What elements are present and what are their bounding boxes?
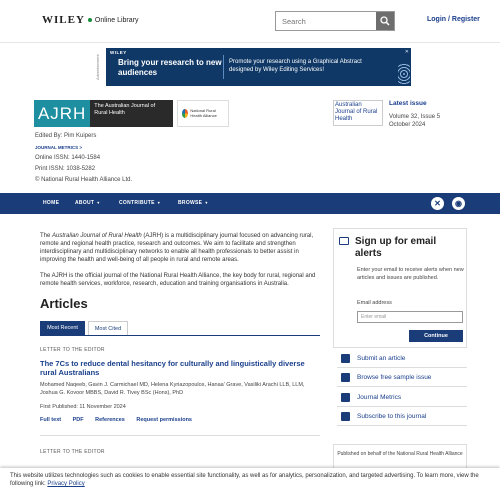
tab-most-cited[interactable]: Most Cited <box>88 321 128 335</box>
mail-icon <box>339 237 349 245</box>
rss-icon[interactable]: ◉ <box>452 197 465 210</box>
latest-issue-link[interactable]: Latest issue <box>389 100 427 107</box>
editor: Edited By: Pim Kuipers <box>35 133 97 139</box>
cover-image-link[interactable]: Australian Journal of Rural Health <box>333 100 383 126</box>
partner-box: Published on behalf of the National Rural Health Alliance <box>333 444 467 474</box>
nrha-logo-text: National Rural Health Alliance <box>190 108 217 118</box>
subscribe-label: Subscribe to this journal <box>357 413 427 420</box>
pdf-link[interactable]: PDF <box>72 417 84 423</box>
issue-date: October 2024 <box>389 122 426 128</box>
cookie-message: This website utilizes technologies such as cookies to enable essential site functionality, as well as for analytics, personalization, and targeted advertising. To learn more, view the following link: <box>10 473 479 487</box>
journal-description-p1 <box>40 232 318 264</box>
edit-icon <box>341 354 350 363</box>
chevron-down-icon: ▾ <box>97 200 100 205</box>
chevron-down-icon: ▾ <box>157 200 161 205</box>
x-twitter-icon[interactable]: ✕ <box>431 197 444 210</box>
journal-logo-title: The Australian Journal of Rural Health <box>94 103 156 116</box>
desc-prefix: The <box>40 233 53 239</box>
wiley-logo[interactable] <box>42 14 138 26</box>
request-permissions-link[interactable]: Request permissions <box>136 417 192 423</box>
article-type: LETTER TO THE EDITOR <box>40 347 105 353</box>
cookie-banner <box>0 468 500 500</box>
signup-text: Enter your email to receive alerts when new articles and issues are published. <box>357 267 464 281</box>
book-icon <box>341 373 350 382</box>
nav-browse[interactable] <box>178 200 208 206</box>
search-icon <box>380 16 390 26</box>
logo-dot-icon <box>88 18 92 22</box>
journal-metrics-link[interactable]: JOURNAL METRICS > <box>35 145 83 150</box>
email-label: Email address <box>357 300 392 306</box>
nrha-logo[interactable] <box>177 100 229 127</box>
logo-sub: Online Library <box>94 16 139 24</box>
issue-info <box>389 113 440 129</box>
ad-close-icon[interactable]: ✕ <box>404 49 409 55</box>
ad-brand: WILEY <box>110 50 127 55</box>
journal-metrics-label: Journal Metrics <box>357 394 402 401</box>
article-type: LETTER TO THE EDITOR <box>40 449 105 455</box>
full-text-link[interactable]: Full text <box>40 417 62 423</box>
journal-metrics-sidebar-link[interactable] <box>337 389 467 407</box>
privacy-policy-link[interactable]: Privacy Policy <box>47 481 85 487</box>
nav-home-label: HOME <box>43 200 60 206</box>
nav-contribute[interactable] <box>119 200 160 206</box>
tab-most-recent[interactable]: Most Recent <box>40 321 85 335</box>
search-box <box>275 11 395 31</box>
chart-icon <box>341 393 350 402</box>
browse-sample-link[interactable] <box>337 369 467 387</box>
desc-rest: (AJRH) is a multidisciplinary journal focused on advancing rural, remote and regional health practice, research and outcomes. We aim to facilitate and strengthen interdisciplinary and multidisciplinary networks to enable all health professionals to better assist in improving the health and well-being of all people in rural and remote areas. <box>40 233 314 263</box>
subscribe-link[interactable] <box>337 408 467 426</box>
references-link[interactable]: References <box>95 417 125 423</box>
header-divider <box>0 42 500 43</box>
nav-home[interactable] <box>43 200 59 206</box>
ad-text: Promote your research using a Graphical Abstract designed by Wiley Editing Services! <box>229 59 362 73</box>
subscribe-icon <box>341 412 350 421</box>
desc-journal-name: Australian Journal of Rural Health <box>52 233 142 239</box>
logo-brand: WILEY <box>42 14 85 26</box>
login-register-link[interactable]: Login / Register <box>427 16 480 23</box>
articles-heading: Articles <box>40 296 88 311</box>
article-published-date: First Published: 11 November 2024 <box>40 404 126 410</box>
copyright: © National Rural Health Alliance Ltd. <box>35 177 133 183</box>
journal-description-p2: The AJRH is the official journal of the National Rural Health Alliance, the key body for rural, regional and remote health services, workforce, research, education and training organisations in Australia. <box>40 273 316 287</box>
nav-about[interactable] <box>75 200 100 206</box>
article-authors: Mohamed Naqeeb, Gavin J. Carmichael MD, Helena Kyriazopoulos, Hanaa’ Grave, Vasiliki Arachi LLB, LLM, Joshua G. Kovoor MBBS, David R. Tivey BSc (Hons), PhD <box>40 382 305 396</box>
browse-sample-label: Browse free sample issue <box>357 374 432 381</box>
search-button[interactable] <box>376 12 394 30</box>
journal-logo[interactable] <box>34 100 173 127</box>
signup-heading: Sign up for email alerts <box>355 236 437 259</box>
continue-button[interactable]: Continue <box>409 330 463 342</box>
article-title-link[interactable]: The 7Cs to reduce dental hesitancy for culturally and linguistically diverse rural Australians <box>40 359 305 377</box>
nav-about-label: ABOUT <box>75 200 95 206</box>
cookie-text <box>10 472 490 488</box>
print-issn: Print ISSN: 1038-5282 <box>35 166 96 172</box>
nrha-logo-icon <box>182 109 188 118</box>
journal-nav <box>0 193 500 214</box>
ad-dots-decoration <box>398 64 410 84</box>
journal-logo-abbr: AJRH <box>34 100 90 127</box>
search-input[interactable] <box>276 12 376 30</box>
online-issn: Online ISSN: 1440-1584 <box>35 155 101 161</box>
email-field[interactable]: Enter email <box>357 311 463 323</box>
ad-separator <box>223 55 224 79</box>
article-links <box>40 417 202 423</box>
ad-headline: Bring your research to new audiences <box>118 58 222 77</box>
nav-contribute-label: CONTRIBUTE <box>119 200 155 206</box>
issue-volume: Volume 32, Issue 5 <box>389 114 441 120</box>
ad-banner[interactable] <box>106 48 411 86</box>
submit-article-label: Submit an article <box>357 355 406 362</box>
article-divider <box>40 435 320 436</box>
ad-side-label: Advertisement <box>95 54 100 80</box>
chevron-down-icon: ▾ <box>205 200 208 205</box>
submit-article-link[interactable] <box>337 350 467 368</box>
nav-browse-label: BROWSE <box>178 200 203 206</box>
tab-underline <box>40 335 320 336</box>
